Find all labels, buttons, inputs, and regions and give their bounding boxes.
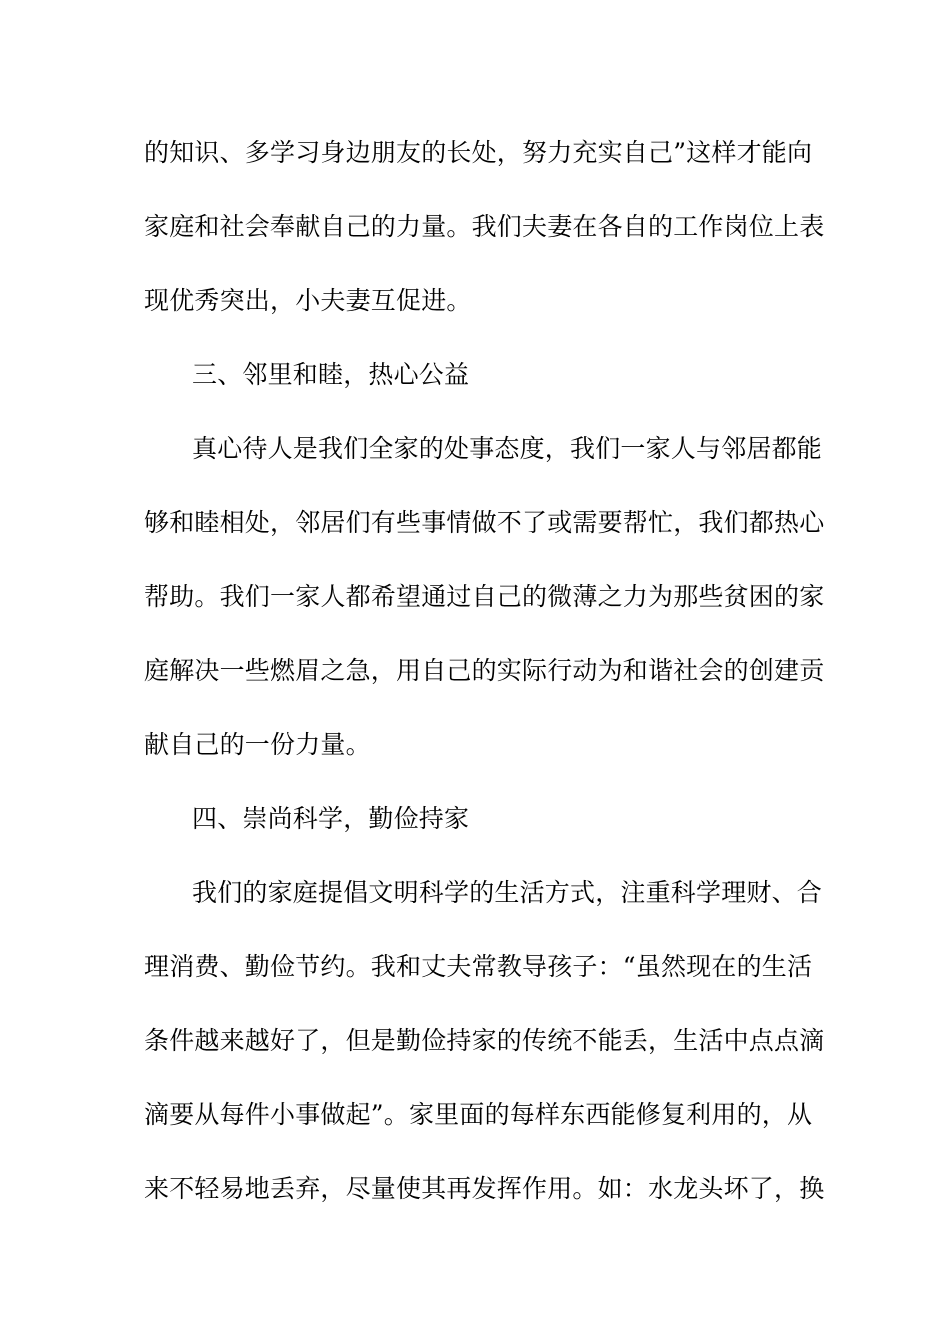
body-text-line: 我们的家庭提倡文明科学的生活方式，注重科学理财、合	[192, 878, 823, 907]
body-text-line: 现优秀突出，小夫妻互促进。	[144, 286, 472, 315]
body-text-line: 帮助。我们一家人都希望通过自己的微薄之力为那些贫困的家	[144, 582, 825, 611]
body-text-line: 家庭和社会奉献自己的力量。我们夫妻在各自的工作岗位上表	[144, 212, 825, 241]
body-text-line: 条件越来越好了，但是勤俭持家的传统不能丢，生活中点点滴	[144, 1026, 825, 1055]
body-text-line: 真心待人是我们全家的处事态度，我们一家人与邻居都能	[192, 434, 823, 463]
section-heading: 三、邻里和睦，热心公益	[192, 360, 470, 389]
body-text-line: 庭解决一些燃眉之急，用自己的实际行动为和谐社会的创建贡	[144, 656, 825, 685]
body-text-line: 够和睦相处，邻居们有些事情做不了或需要帮忙，我们都热心	[144, 508, 825, 537]
body-text-line: 理消费、勤俭节约。我和丈夫常教导孩子：“虽然现在的生活	[144, 952, 813, 981]
body-text-line: 来不轻易地丢弃，尽量使其再发挥作用。如：水龙头坏了，换	[144, 1174, 825, 1203]
body-text-line: 滴要从每件小事做起”。家里面的每样东西能修复利用的，从	[144, 1100, 813, 1129]
section-heading: 四、崇尚科学，勤俭持家	[192, 804, 470, 833]
body-text-line: 的知识、多学习身边朋友的长处，努力充实自己”这样才能向	[144, 138, 813, 167]
body-text-line: 献自己的一份力量。	[144, 730, 371, 759]
